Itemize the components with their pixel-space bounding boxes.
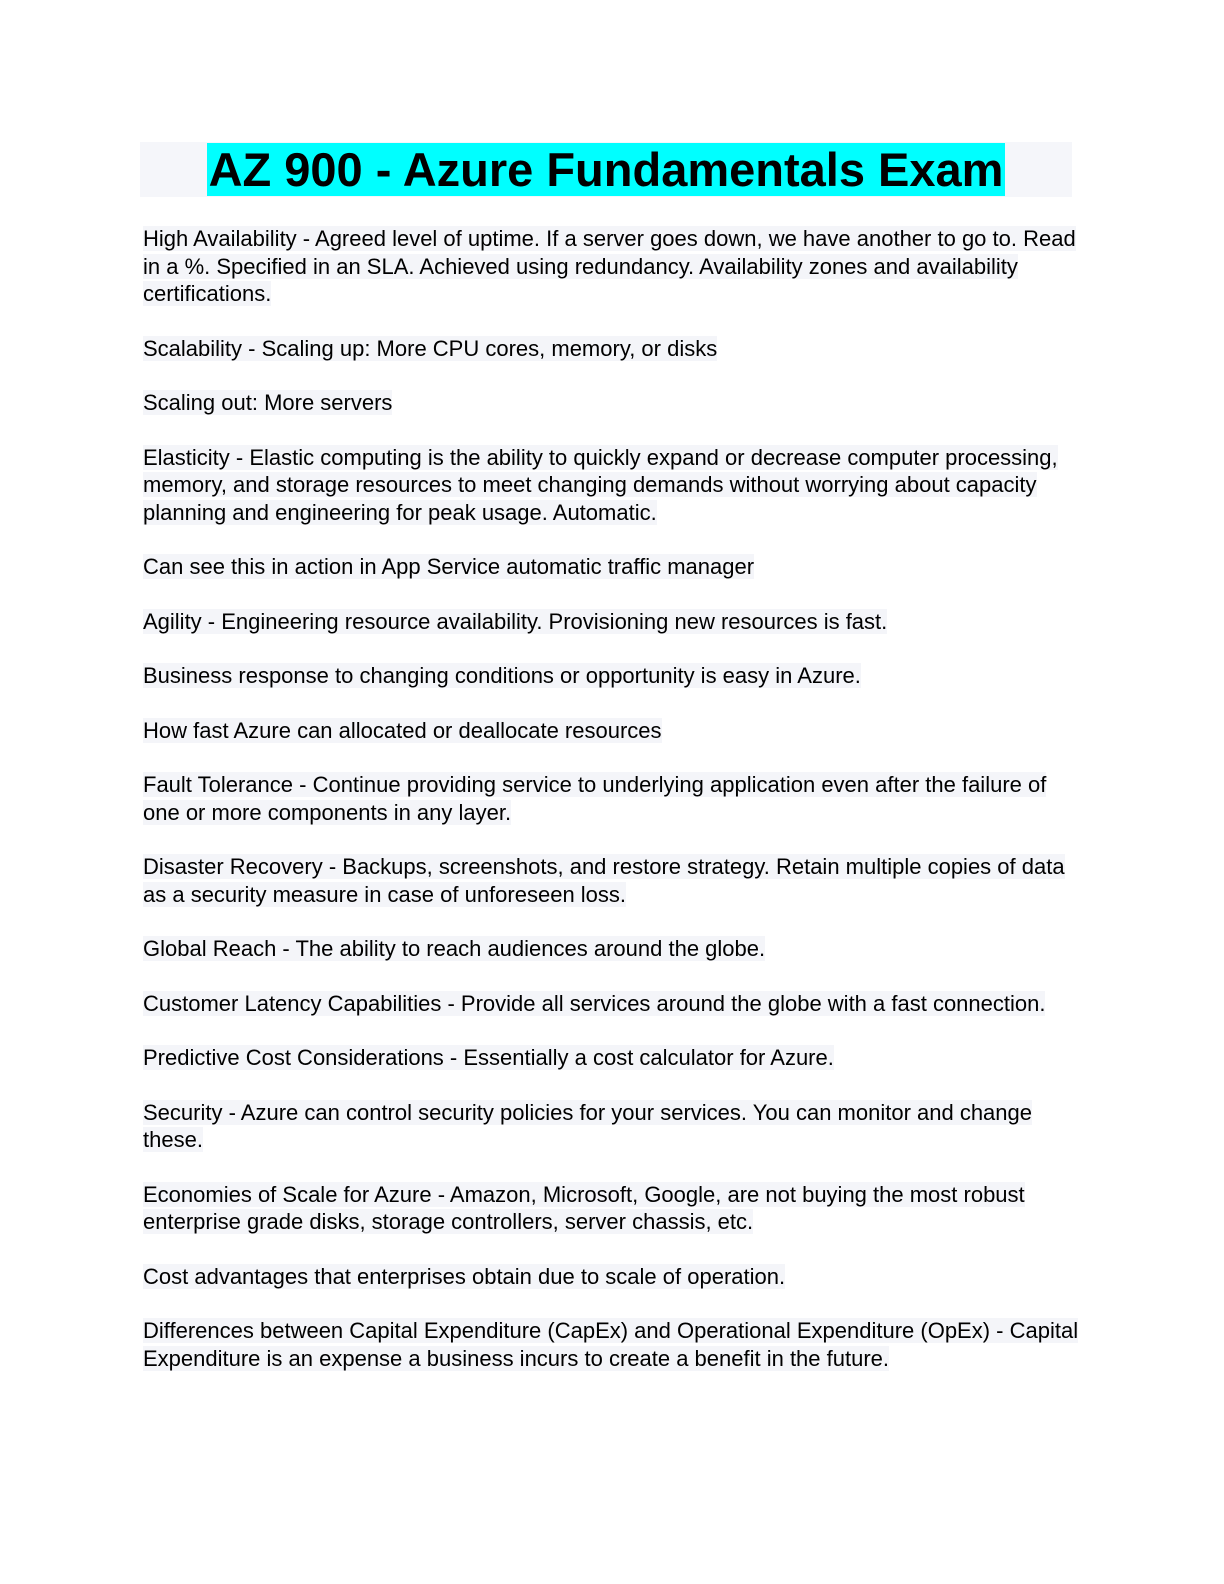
paragraph-security: Security - Azure can control security policies for your services. You can monitor and change these. bbox=[143, 1099, 1033, 1152]
document-title bbox=[140, 142, 1072, 197]
paragraph-predictive-cost: Predictive Cost Considerations - Essentially a cost calculator for Azure. bbox=[143, 1045, 834, 1070]
paragraph-elasticity: Elasticity - Elastic computing is the ability to quickly expand or decrease computer processing, memory, and storage resources to meet changing demands without worrying about capacity planning and engineering for peak usage. Automatic. bbox=[143, 444, 1058, 525]
document-body bbox=[143, 225, 1083, 1399]
paragraph-scalability: Scalability - Scaling up: More CPU cores, memory, or disks bbox=[143, 335, 718, 361]
paragraph-app-service: Can see this in action in App Service automatic traffic manager bbox=[143, 554, 755, 579]
paragraph-high-availability: High Availability - Agreed level of uptime. If a server goes down, we have another to go to. Read in a %. Specified in an SLA. Achieved using redundancy. Availability zones and availability certifications. bbox=[143, 226, 1076, 306]
paragraph-cost-advantages: Cost advantages that enterprises obtain due to scale of operation. bbox=[143, 1263, 786, 1289]
paragraph-global-reach: Global Reach - The ability to reach audiences around the globe. bbox=[143, 936, 766, 961]
paragraph-disaster-recovery: Disaster Recovery - Backups, screenshots, and restore strategy. Retain multiple copies of data as a security measure in case of unforeseen loss. bbox=[143, 854, 1065, 907]
paragraph-scaling-out: Scaling out: More servers bbox=[143, 390, 393, 415]
paragraph-customer-latency: Customer Latency Capabilities - Provide all services around the globe with a fast connection. bbox=[143, 990, 1046, 1016]
paragraph-agility: Agility - Engineering resource availability. Provisioning new resources is fast. bbox=[143, 608, 888, 634]
paragraph-business-response: Business response to changing conditions or opportunity is easy in Azure. bbox=[143, 663, 861, 688]
paragraph-capex-opex: Differences between Capital Expenditure (CapEx) and Operational Expenditure (OpEx) - Capital Expenditure is an expense a business incurs to create a benefit in the future. bbox=[143, 1318, 1079, 1371]
document-title-text: AZ 900 - Azure Fundamentals Exam bbox=[208, 143, 1004, 196]
paragraph-fault-tolerance: Fault Tolerance - Continue providing service to underlying application even after the failure of one or more components in any layer. bbox=[143, 772, 1047, 825]
paragraph-economies-of-scale: Economies of Scale for Azure - Amazon, Microsoft, Google, are not buying the most robust enterprise grade disks, storage controllers, server chassis, etc. bbox=[143, 1181, 1025, 1234]
title-band bbox=[140, 142, 1072, 197]
paragraph-allocate-resources: How fast Azure can allocated or deallocate resources bbox=[143, 717, 662, 743]
